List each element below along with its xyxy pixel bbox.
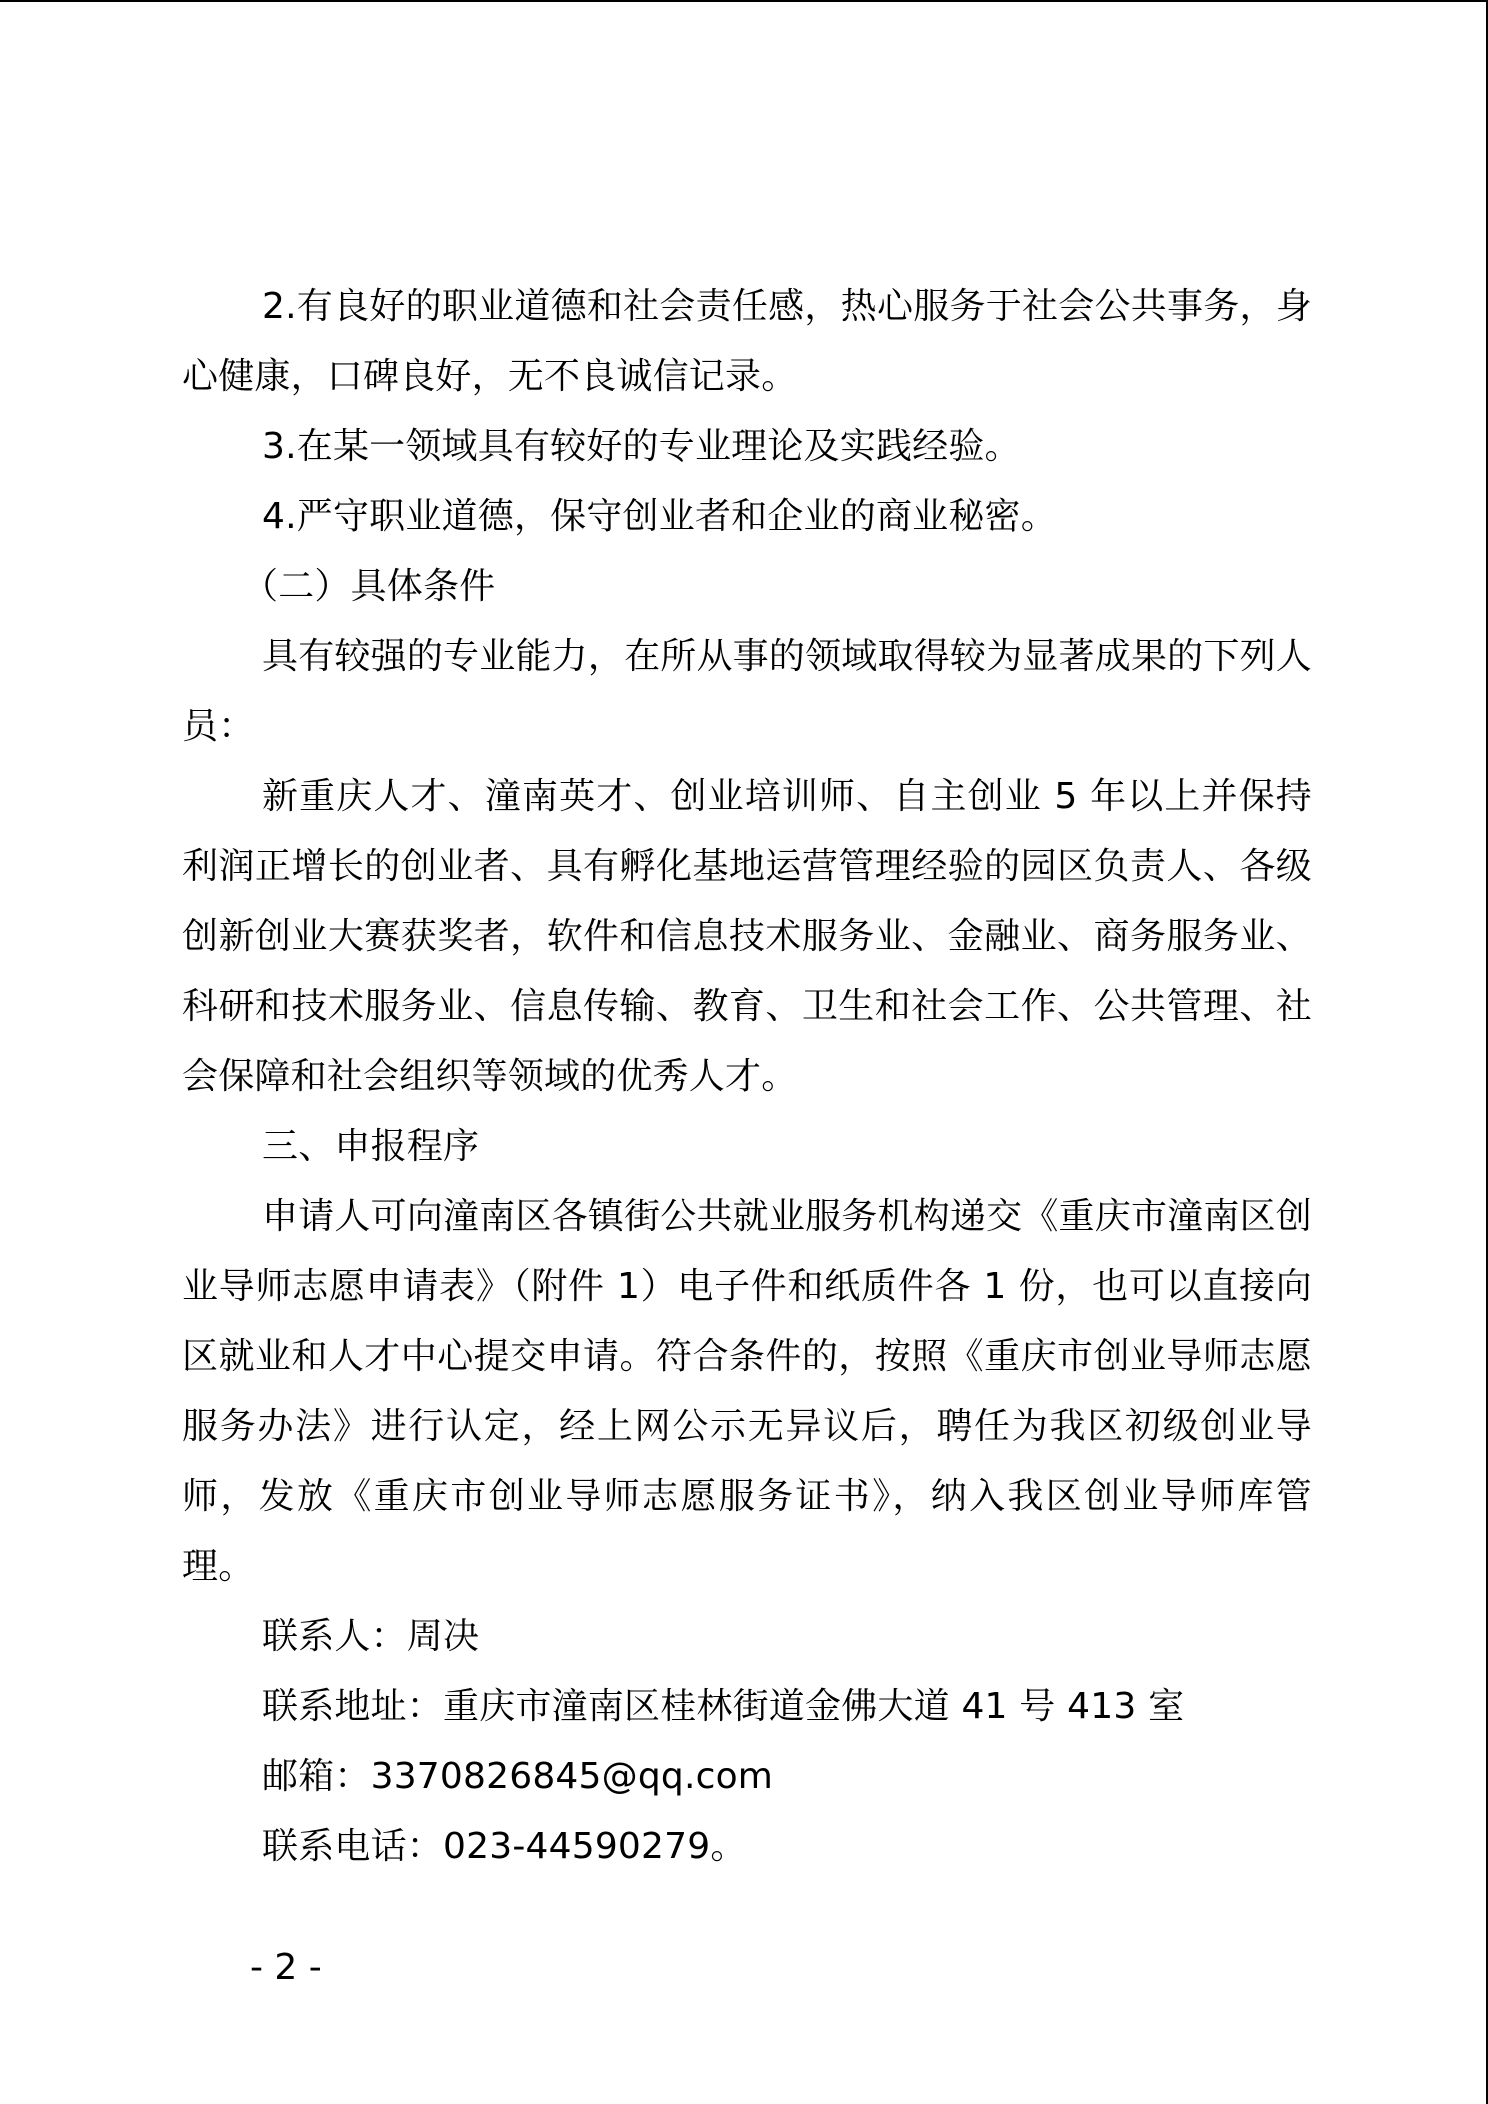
paragraph-eligible-personnel: 新重庆人才、潼南英才、创业培训师、自主创业 5 年以上并保持利润正增长的创业者、具有孵化基地运营管理经验的园区负责人、各级创新创业大赛获奖者，软件和信息技术服务业、金融业、商务服务业、科研和技术服务业、信息传输、教育、卫生和社会工作、公共管理、社会保障和社会组织等领域的优秀人才。 xyxy=(182,776,1312,1097)
paragraph-requirement-3: 3.在某一领域具有较好的专业理论及实践经验。 xyxy=(262,426,1021,467)
contact-phone: 联系电话：023-44590279。 xyxy=(262,1826,747,1867)
contact-email: 邮箱：3370826845@qq.com xyxy=(262,1756,774,1797)
paragraph-application-procedure: 申请人可向潼南区各镇街公共就业服务机构递交《重庆市潼南区创业导师志愿申请表》（附件 1）电子件和纸质件各 1 份，也可以直接向区就业和人才中心提交申请。符合条件的，按照《重庆市创业导师志愿服务办法》进行认定，经上网公示无异议后，聘任为我区初级创业导师，发放《重庆市创业导师志愿服务证书》，纳入我区创业导师库管理。 xyxy=(182,1196,1312,1587)
section-heading-application-procedure: 三、申报程序 xyxy=(262,1126,480,1167)
paragraph-specific-conditions-intro: 具有较强的专业能力，在所从事的领域取得较为显著成果的下列人员： xyxy=(182,636,1312,747)
contact-address: 联系地址：重庆市潼南区桂林街道金佛大道 41 号 413 室 xyxy=(262,1686,1185,1727)
section-heading-specific-conditions: （二）具体条件 xyxy=(242,566,496,607)
page-number: - 2 - xyxy=(250,1947,322,1988)
top-border xyxy=(0,0,1488,2)
contact-person: 联系人：周决 xyxy=(262,1616,480,1657)
paragraph-requirement-4: 4.严守职业道德，保守创业者和企业的商业秘密。 xyxy=(262,496,1057,537)
document-body xyxy=(182,272,1312,1882)
paragraph-requirement-2: 2.有良好的职业道德和社会责任感，热心服务于社会公共事务，身心健康，口碑良好，无不良诚信记录。 xyxy=(182,286,1312,397)
